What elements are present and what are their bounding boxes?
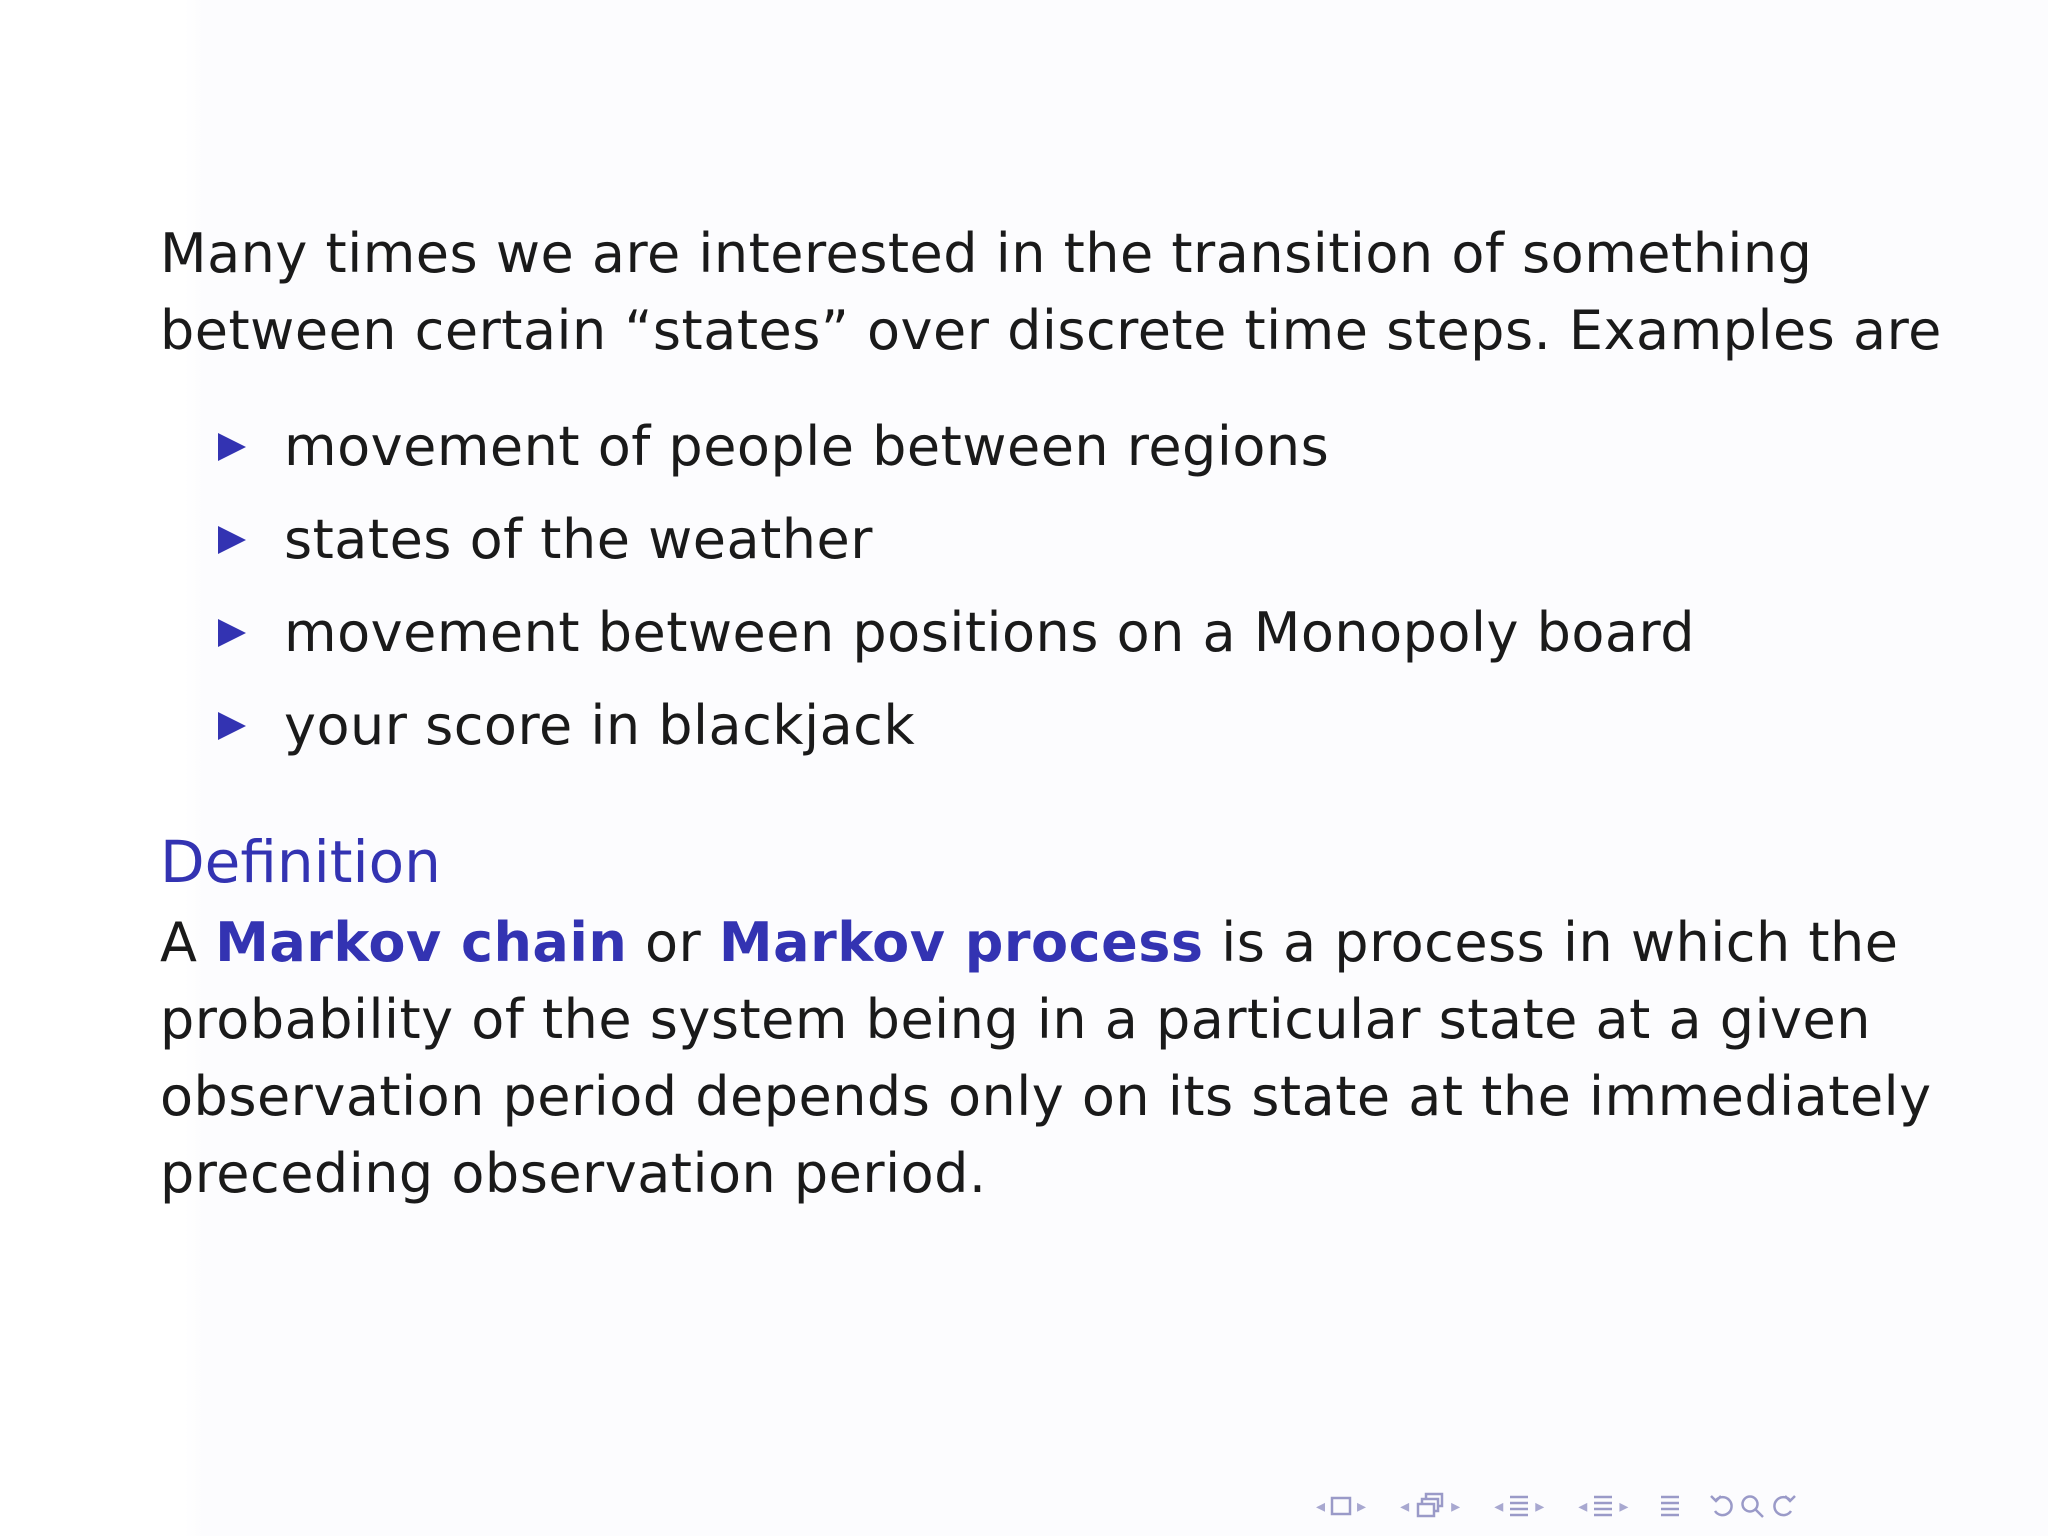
definition-line: preceding observation period. [160, 1142, 987, 1205]
subsection-next-icon[interactable]: ▸ [1451, 1495, 1461, 1517]
undo-icon[interactable] [1708, 1492, 1738, 1520]
subsection-prev-icon[interactable]: ◂ [1400, 1495, 1410, 1517]
intro-paragraph [160, 215, 1942, 369]
frame-nav [1312, 1495, 1370, 1517]
slide-icon[interactable] [1591, 1493, 1615, 1519]
list-item [218, 586, 1695, 679]
frame-next-icon[interactable]: ▸ [1357, 1495, 1367, 1517]
align-icon[interactable] [1658, 1493, 1682, 1519]
triangle-bullet-icon [218, 619, 246, 647]
frame-icon[interactable] [1329, 1495, 1353, 1517]
section-icon[interactable] [1507, 1493, 1531, 1519]
intro-line: Many times we are interested in the transition of something [160, 222, 1813, 285]
section-next-icon[interactable]: ▸ [1535, 1495, 1545, 1517]
section-nav [1490, 1493, 1548, 1519]
redo-icon[interactable] [1768, 1492, 1798, 1520]
search-icon[interactable] [1738, 1492, 1768, 1520]
intro-line: between certain “states” over discrete time steps. Examples are [160, 299, 1942, 362]
list-item [218, 679, 1695, 772]
subsection-nav [1396, 1491, 1464, 1521]
definition-suffix: is a process in which the [1203, 911, 1899, 974]
definition-line [160, 904, 1920, 981]
definition-line: observation period depends only on its state at the immediately [160, 1065, 1932, 1128]
definition-line: probability of the system being in a particular state at a given [160, 988, 1871, 1051]
list-item [218, 400, 1695, 493]
triangle-bullet-icon [218, 433, 246, 461]
list-item-text: movement between positions on a Monopoly board [284, 601, 1696, 664]
subsection-icon[interactable] [1413, 1491, 1447, 1521]
slide-nav [1574, 1493, 1632, 1519]
definition-prefix: A [160, 911, 216, 974]
term-markov-process: Markov process [718, 911, 1204, 974]
definition-connector: or [627, 911, 719, 974]
definition-body [160, 904, 1932, 1212]
list-item [218, 493, 1695, 586]
examples-list [218, 400, 1695, 772]
triangle-bullet-icon [218, 526, 246, 554]
list-item-text: your score in blackjack [284, 694, 916, 757]
triangle-bullet-icon [218, 712, 246, 740]
list-item-text: movement of people between regions [284, 415, 1330, 478]
beamer-navigation-bar [1312, 1488, 1824, 1524]
search-nav [1708, 1492, 1798, 1520]
term-markov-chain: Markov chain [215, 911, 628, 974]
list-item-text: states of the weather [284, 508, 873, 571]
slide-prev-icon[interactable]: ◂ [1578, 1495, 1588, 1517]
slide-next-icon[interactable]: ▸ [1619, 1495, 1629, 1517]
definition-title: Definition [160, 828, 441, 896]
align-nav [1658, 1493, 1682, 1519]
section-prev-icon[interactable]: ◂ [1494, 1495, 1504, 1517]
frame-prev-icon[interactable]: ◂ [1316, 1495, 1326, 1517]
